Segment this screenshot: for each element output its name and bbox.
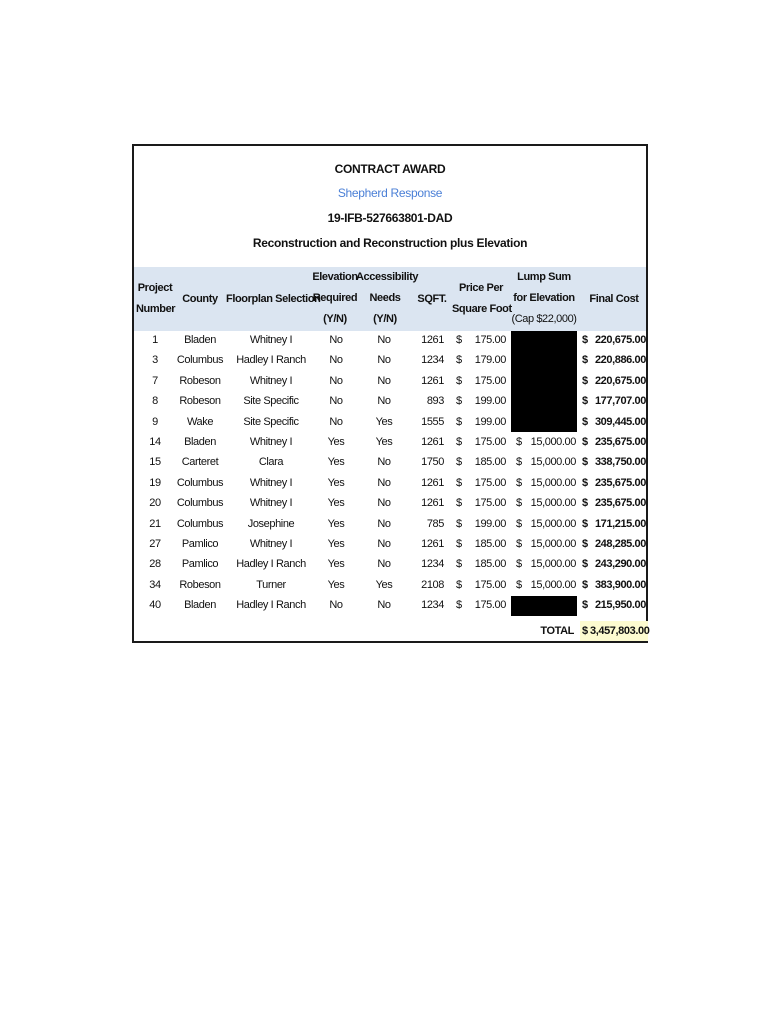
cell-county: Columbus	[176, 517, 224, 530]
cell-num: 27	[149, 538, 161, 550]
cell-final: 235,675.00	[594, 476, 646, 489]
cell-elev: No	[329, 415, 343, 428]
cell-floor: Whitney I	[249, 436, 293, 448]
cell-price: 175.00	[474, 436, 506, 448]
cell-sqft: 1750	[421, 456, 444, 469]
cell-final: 220,675.00	[594, 334, 646, 346]
cell-floor: Turner	[256, 578, 286, 591]
cell-floor: Whitney I	[249, 497, 293, 510]
cell-final: 309,445.00	[594, 415, 646, 428]
cell-county: Columbus	[176, 354, 224, 367]
cell-final: 338,750.00	[594, 456, 646, 469]
header-elevation-required: Elevation Required (Y/N)	[312, 271, 358, 325]
cell-county: Pamlico	[181, 558, 219, 571]
cell-final: 171,215.00	[594, 517, 646, 530]
cell-num: 21	[149, 517, 161, 530]
cell-elev: Yes	[327, 558, 345, 571]
cell-sqft: 1234	[421, 599, 444, 612]
final-currency-symbol: $	[582, 517, 588, 530]
document-subtitle: Shepherd Response	[337, 186, 443, 200]
cell-price: 175.00	[474, 374, 506, 387]
cell-floor: Whitney I	[249, 476, 293, 489]
cell-floor: Hadley I Ranch	[236, 354, 306, 367]
lump-currency-symbol: $	[516, 517, 522, 530]
lump-currency-symbol: $	[516, 436, 522, 448]
cell-sqft: 893	[426, 395, 444, 408]
cell-num: 3	[152, 354, 158, 367]
cell-floor: Whitney I	[249, 374, 293, 387]
cell-floor: Josephine	[247, 517, 295, 530]
cell-lump: 15,000.00	[530, 517, 576, 530]
cell-price: 185.00	[474, 538, 506, 550]
cell-sqft: 1261	[421, 497, 444, 510]
cell-final: 215,950.00	[594, 599, 646, 612]
header-county: County	[182, 293, 218, 305]
cell-price: 199.00	[474, 517, 506, 530]
cell-sqft: 1261	[421, 334, 444, 346]
cell-county: Pamlico	[181, 538, 219, 550]
lump-currency-symbol: $	[516, 538, 522, 550]
lump-currency-symbol: $	[516, 558, 522, 571]
cell-sqft: 1261	[421, 538, 444, 550]
cell-price: 175.00	[474, 497, 506, 510]
cell-elev: No	[329, 334, 343, 346]
price-currency-symbol: $	[456, 476, 462, 489]
cell-elev: Yes	[327, 578, 345, 591]
header-final-cost: Final Cost	[589, 293, 639, 305]
document-description: Reconstruction and Reconstruction plus Elevation	[252, 236, 528, 250]
cell-sqft: 2108	[421, 578, 444, 591]
cell-num: 7	[152, 374, 158, 387]
final-currency-symbol: $	[582, 599, 588, 612]
cell-county: Bladen	[184, 599, 216, 612]
price-currency-symbol: $	[456, 436, 462, 448]
document-title: CONTRACT AWARD	[334, 162, 446, 176]
cell-acc: Yes	[375, 415, 393, 428]
cell-floor: Site Specific	[243, 415, 299, 428]
total-currency-symbol: $	[582, 625, 588, 637]
cell-county: Bladen	[184, 436, 216, 448]
price-currency-symbol: $	[456, 538, 462, 550]
final-currency-symbol: $	[582, 374, 588, 387]
cell-price: 185.00	[474, 456, 506, 469]
cell-sqft: 1261	[421, 436, 444, 448]
cell-final: 220,886.00	[594, 354, 646, 367]
cell-num: 14	[149, 436, 161, 448]
price-currency-symbol: $	[456, 517, 462, 530]
cell-num: 9	[152, 415, 158, 428]
cell-acc: No	[377, 334, 391, 346]
cell-elev: No	[329, 395, 343, 408]
cell-acc: No	[377, 558, 391, 571]
cell-acc: Yes	[375, 436, 393, 448]
header-lump-sum-elevation: Lump Sum for Elevation (Cap $22,000)	[511, 271, 577, 325]
cell-lump: 15,000.00	[530, 456, 576, 469]
contract-award-sheet	[132, 144, 648, 643]
cell-county: Columbus	[176, 476, 224, 489]
final-currency-symbol: $	[582, 436, 588, 448]
price-currency-symbol: $	[456, 456, 462, 469]
cell-num: 15	[149, 456, 161, 469]
cell-final: 235,675.00	[594, 497, 646, 510]
lump-currency-symbol: $	[516, 497, 522, 510]
cell-acc: No	[377, 497, 391, 510]
cell-acc: Yes	[375, 578, 393, 591]
cell-county: Carteret	[181, 456, 219, 469]
price-currency-symbol: $	[456, 395, 462, 408]
redaction-block	[511, 596, 577, 615]
cell-price: 175.00	[474, 599, 506, 612]
cell-acc: No	[377, 456, 391, 469]
header-project-number: Project Number	[136, 282, 176, 315]
lump-currency-symbol: $	[516, 578, 522, 591]
cell-price: 199.00	[474, 415, 506, 428]
price-currency-symbol: $	[456, 354, 462, 367]
final-currency-symbol: $	[582, 395, 588, 408]
cell-elev: Yes	[327, 497, 345, 510]
redaction-block	[511, 331, 577, 432]
header-accessibility-needs: Accessibility Needs (Y/N)	[356, 271, 419, 325]
final-currency-symbol: $	[582, 354, 588, 367]
cell-final: 177,707.00	[594, 395, 646, 408]
header-floorplan: Floorplan Selection	[226, 293, 321, 305]
cell-floor: Whitney I	[249, 538, 293, 550]
cell-floor: Clara	[258, 456, 284, 469]
final-currency-symbol: $	[582, 456, 588, 469]
cell-sqft: 1555	[421, 415, 444, 428]
cell-price: 185.00	[474, 558, 506, 571]
cell-elev: Yes	[327, 436, 345, 448]
cell-num: 28	[149, 558, 161, 571]
final-currency-symbol: $	[582, 415, 588, 428]
table-header	[134, 267, 646, 331]
header-sqft: SQFT.	[417, 293, 447, 305]
cell-lump: 15,000.00	[530, 497, 576, 510]
cell-elev: No	[329, 374, 343, 387]
cell-sqft: 1261	[421, 476, 444, 489]
cell-county: Bladen	[184, 334, 216, 346]
header-price-per-square-foot: Price Per Square Foot	[452, 282, 512, 315]
cell-county: Robeson	[179, 578, 221, 591]
cell-num: 20	[149, 497, 161, 510]
cell-price: 175.00	[474, 578, 506, 591]
cell-acc: No	[377, 354, 391, 367]
cell-elev: No	[329, 354, 343, 367]
cell-lump: 15,000.00	[530, 578, 576, 591]
final-currency-symbol: $	[582, 538, 588, 550]
cell-final: 235,675.00	[594, 436, 646, 448]
cell-elev: Yes	[327, 476, 345, 489]
cell-num: 34	[149, 578, 161, 591]
final-currency-symbol: $	[582, 476, 588, 489]
price-currency-symbol: $	[456, 558, 462, 571]
price-currency-symbol: $	[456, 578, 462, 591]
final-currency-symbol: $	[582, 497, 588, 510]
cell-num: 1	[152, 334, 158, 346]
cell-sqft: 1261	[421, 374, 444, 387]
cell-elev: Yes	[327, 456, 345, 469]
price-currency-symbol: $	[456, 497, 462, 510]
total-label: TOTAL	[540, 625, 574, 637]
cell-elev: Yes	[327, 538, 345, 550]
final-currency-symbol: $	[582, 334, 588, 346]
cell-lump: 15,000.00	[530, 476, 576, 489]
cell-floor: Hadley I Ranch	[236, 599, 306, 612]
cell-final: 383,900.00	[594, 578, 646, 591]
cell-price: 199.00	[474, 395, 506, 408]
cell-final: 248,285.00	[594, 538, 646, 550]
cell-num: 19	[149, 476, 161, 489]
cell-acc: No	[377, 517, 391, 530]
cell-price: 179.00	[474, 354, 506, 367]
cell-county: Columbus	[176, 497, 224, 510]
lump-currency-symbol: $	[516, 456, 522, 469]
cell-price: 175.00	[474, 334, 506, 346]
cell-county: Robeson	[179, 374, 221, 387]
cell-acc: No	[377, 599, 391, 612]
price-currency-symbol: $	[456, 334, 462, 346]
cell-elev: No	[329, 599, 343, 612]
cell-elev: Yes	[327, 517, 345, 530]
cell-price: 175.00	[474, 476, 506, 489]
cell-final: 220,675.00	[594, 374, 646, 387]
price-currency-symbol: $	[456, 599, 462, 612]
cell-acc: No	[377, 374, 391, 387]
cell-county: Robeson	[179, 395, 221, 408]
cell-acc: No	[377, 395, 391, 408]
total-value: 3,457,803.00	[590, 625, 650, 637]
final-currency-symbol: $	[582, 578, 588, 591]
cell-acc: No	[377, 538, 391, 550]
cell-lump: 15,000.00	[530, 538, 576, 550]
cell-floor: Whitney I	[249, 334, 293, 346]
cell-floor: Site Specific	[243, 395, 299, 408]
cell-sqft: 1234	[421, 354, 444, 367]
price-currency-symbol: $	[456, 415, 462, 428]
bid-number: 19-IFB-527663801-DAD	[327, 211, 453, 225]
lump-currency-symbol: $	[516, 476, 522, 489]
cell-final: 243,290.00	[594, 558, 646, 571]
cell-sqft: 1234	[421, 558, 444, 571]
cell-lump: 15,000.00	[530, 436, 576, 448]
final-currency-symbol: $	[582, 558, 588, 571]
price-currency-symbol: $	[456, 374, 462, 387]
cell-county: Wake	[186, 415, 214, 428]
cell-num: 40	[149, 599, 161, 612]
cell-num: 8	[152, 395, 158, 408]
cell-sqft: 785	[426, 517, 444, 530]
cell-acc: No	[377, 476, 391, 489]
cell-lump: 15,000.00	[530, 558, 576, 571]
cell-floor: Hadley I Ranch	[236, 558, 306, 571]
